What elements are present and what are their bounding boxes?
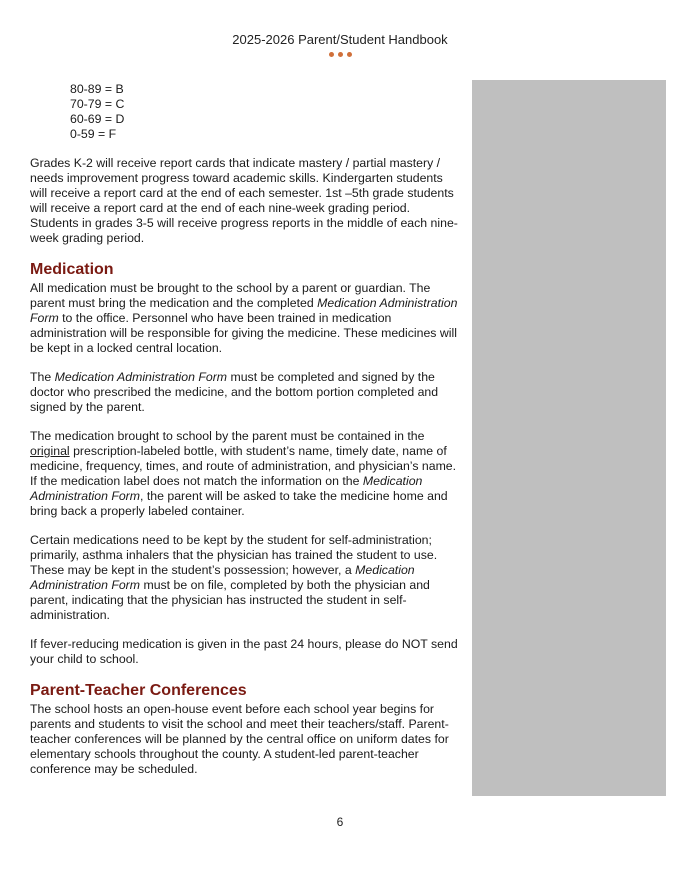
- report-card-paragraph: Grades K-2 will receive report cards that indicate mastery / partial mastery / needs improvement progress toward academic skills. Kindergarten students will receive a report card at the end of each semester. 1st –5th grade students will receive a report card at the end of each nine-week grading period. Students in grades 3-5 will receive progress reports in the middle of each nine-week grading period.: [30, 156, 458, 245]
- grade-scale-item: 60-69 = D: [70, 112, 125, 126]
- header-dots-ornament: [0, 52, 680, 57]
- medication-paragraph-4: Certain medications need to be kept by the student for self-administration; primarily, asthma inhalers that the physician has trained the student to use. These may be kept in the student’s possession; however, a Medication Administration Form must be on file, completed by both the physician and parent, indicating that the physician has instructed the student in self-administration.: [30, 533, 438, 622]
- main-content: [30, 82, 460, 791]
- header-title: 2025-2026 Parent/Student Handbook: [232, 32, 448, 47]
- medication-paragraph-3: The medication brought to school by the parent must be contained in the original prescription-labeled bottle, with student’s name, timely date, name of medicine, frequency, times, and route of administration, and physician’s name. If the medication label does not match the information on the Medication Administration Form, the parent will be asked to take the medicine home and bring back a properly labeled container.: [30, 429, 457, 518]
- sidebar-panel: [472, 80, 666, 796]
- grade-scale-item: 80-89 = B: [70, 82, 124, 96]
- ornament-dot: [338, 52, 343, 57]
- medication-paragraph-2: The Medication Administration Form must be completed and signed by the doctor who prescribed the medicine, and the bottom portion completed and signed by the parent.: [30, 370, 439, 414]
- medication-paragraph-1: All medication must be brought to the school by a parent or guardian. The parent must bring the medication and the completed Medication Administration Form to the office. Personnel who have been trained in medication administration will be responsible for giving the medicine. These medicines will be kept in a locked central location.: [30, 281, 458, 355]
- ornament-dot: [347, 52, 352, 57]
- grade-scale-list: [70, 82, 460, 142]
- grade-scale-item: 70-79 = C: [70, 97, 125, 111]
- medication-heading: Medication: [30, 261, 114, 278]
- page-number: 6: [336, 815, 344, 829]
- conferences-heading: Parent-Teacher Conferences: [30, 682, 247, 699]
- conferences-paragraph: The school hosts an open-house event before each school year begins for parents and students to visit the school and meet their teachers/staff. Parent-teacher conferences will be planned by the central office on uniform dates for elementary schools throughout the county. A student-led parent-teacher conference may be scheduled.: [30, 702, 449, 776]
- grade-scale-item: 0-59 = F: [70, 127, 117, 141]
- medication-paragraph-5: If fever-reducing medication is given in the past 24 hours, please do NOT send your child to school.: [30, 637, 458, 666]
- ornament-dot: [329, 52, 334, 57]
